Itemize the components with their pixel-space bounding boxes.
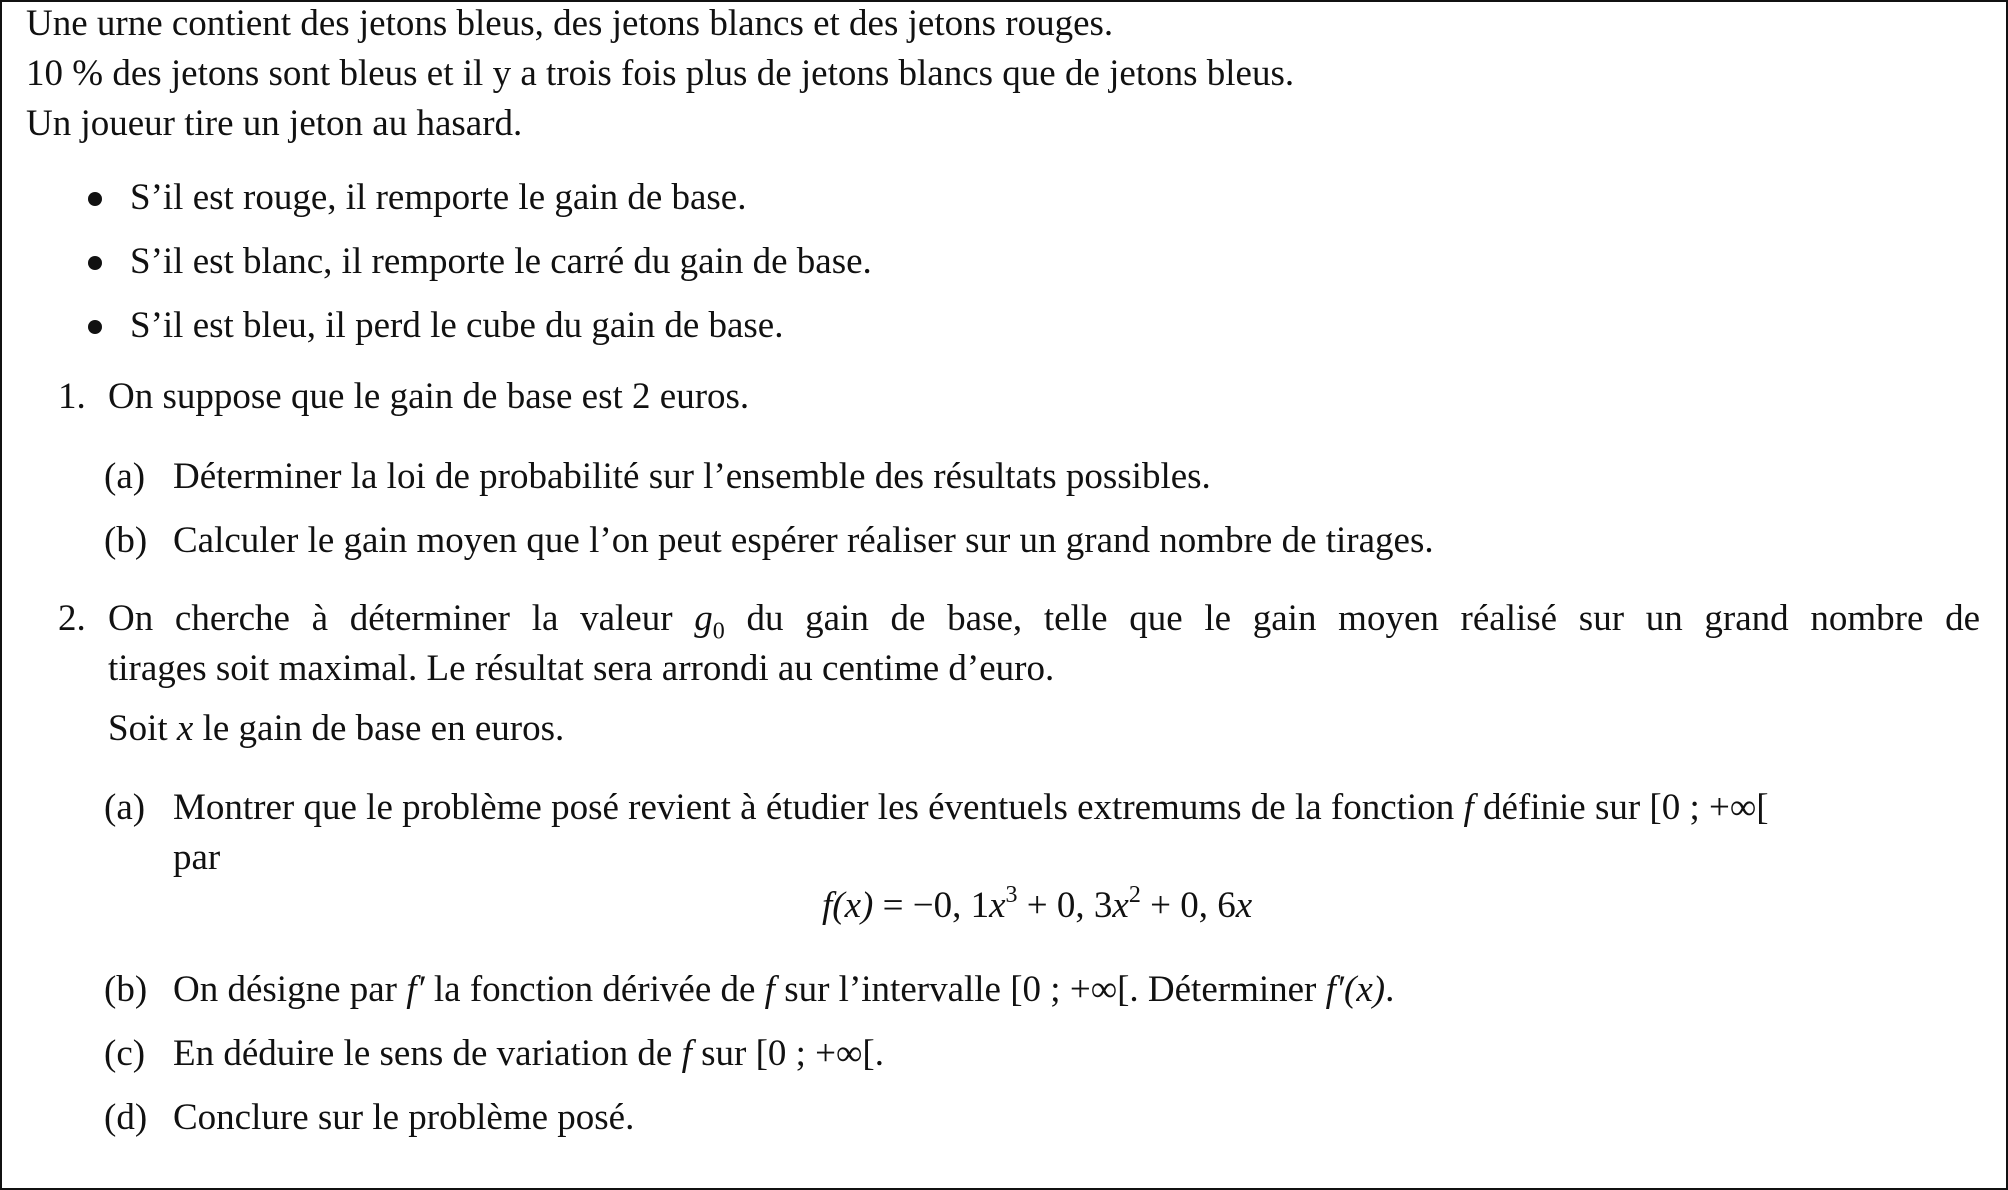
formula-part-1: = −0, 1 bbox=[873, 885, 990, 926]
question-1b-text: Calculer le gain moyen que l’on peut espérer réaliser sur un grand nombre de tirages. bbox=[173, 520, 1434, 561]
formula-x2: x bbox=[1112, 885, 1129, 926]
x-variable: x bbox=[176, 708, 194, 749]
intro-line-3: Un joueur tire un jeton au hasard. bbox=[26, 103, 523, 144]
g0-variable: g bbox=[694, 598, 713, 639]
f-variable: f bbox=[764, 969, 775, 1010]
question-2d-label: (d) bbox=[104, 1097, 148, 1138]
question-2a-line-1-end: définie sur [0 ; +∞[ bbox=[1482, 787, 1769, 828]
intro-line-1: Une urne contient des jetons bleus, des jetons blancs et des jetons rouges. bbox=[26, 3, 1114, 44]
question-2-line-1 bbox=[108, 597, 1981, 645]
question-2b-text-2: la fonction dérivée de bbox=[433, 969, 756, 1010]
bullet-item-red: S’il est rouge, il remporte le gain de base. bbox=[130, 177, 747, 218]
question-2a-label: (a) bbox=[104, 787, 146, 828]
question-2c-label: (c) bbox=[104, 1033, 146, 1074]
question-2b-text-1: On désigne par bbox=[173, 969, 397, 1010]
formula-part-3: + 0, 6 bbox=[1140, 885, 1236, 926]
formula-x3: x bbox=[1235, 885, 1253, 926]
bullet-dot bbox=[88, 256, 102, 270]
question-2c-text bbox=[173, 1032, 884, 1076]
question-1-text: On suppose que le gain de base est 2 euros. bbox=[108, 376, 750, 417]
formula-exp-1: 3 bbox=[1005, 881, 1018, 908]
question-2c-text-1: En déduire le sens de variation de bbox=[173, 1033, 673, 1074]
question-2a-line-2: par bbox=[173, 837, 221, 878]
question-2b-text-4: . bbox=[1385, 969, 1395, 1010]
question-2-line-3-start: Soit bbox=[108, 708, 168, 749]
question-2-number: 2. bbox=[58, 598, 86, 639]
formula-lhs: f(x) bbox=[822, 885, 874, 926]
question-2-line-1-start: On cherche à déterminer la valeur bbox=[108, 598, 673, 639]
question-2-line-2: tirages soit maximal. Le résultat sera arrondi au centime d’euro. bbox=[108, 648, 1055, 689]
question-1a-text: Déterminer la loi de probabilité sur l’ensemble des résultats possibles. bbox=[173, 456, 1211, 497]
function-formula bbox=[822, 881, 1253, 928]
question-2b-text-3: sur l’intervalle [0 ; +∞[. Déterminer bbox=[784, 969, 1317, 1010]
question-2b-label: (b) bbox=[104, 969, 148, 1010]
f-variable: f bbox=[1463, 787, 1474, 828]
g0-subscript: 0 bbox=[712, 618, 725, 645]
question-2-line-3 bbox=[108, 707, 564, 751]
question-2a-line-1-start: Montrer que le problème posé revient à étudier les éventuels extremums de la fonction bbox=[173, 787, 1455, 828]
question-2d-text: Conclure sur le problème posé. bbox=[173, 1097, 635, 1138]
f-variable: f bbox=[681, 1033, 692, 1074]
formula-exp-2: 2 bbox=[1128, 881, 1141, 908]
formula-x1: x bbox=[989, 885, 1006, 926]
f-prime-x: f′(x) bbox=[1325, 969, 1386, 1010]
question-1a-label: (a) bbox=[104, 456, 146, 497]
question-2-line-1-end: du gain de base, telle que le gain moyen réalisé sur un grand nombre de bbox=[746, 598, 1981, 639]
question-2c-text-2: sur [0 ; +∞[. bbox=[701, 1033, 884, 1074]
bullet-item-blue: S’il est bleu, il perd le cube du gain de base. bbox=[130, 305, 784, 346]
f-prime: f′ bbox=[406, 969, 425, 1010]
question-1b-label: (b) bbox=[104, 520, 148, 561]
question-2b-text bbox=[173, 968, 1394, 1012]
question-2a-line-1 bbox=[173, 786, 1769, 830]
question-2-line-3-end: le gain de base en euros. bbox=[202, 708, 565, 749]
bullet-dot bbox=[88, 320, 102, 334]
bullet-dot bbox=[88, 192, 102, 206]
question-1-number: 1. bbox=[58, 376, 86, 417]
bullet-item-white: S’il est blanc, il remporte le carré du gain de base. bbox=[130, 241, 872, 282]
intro-line-2: 10 % des jetons sont bleus et il y a trois fois plus de jetons blancs que de jetons bleus. bbox=[26, 53, 1295, 94]
formula-part-2: + 0, 3 bbox=[1017, 885, 1113, 926]
